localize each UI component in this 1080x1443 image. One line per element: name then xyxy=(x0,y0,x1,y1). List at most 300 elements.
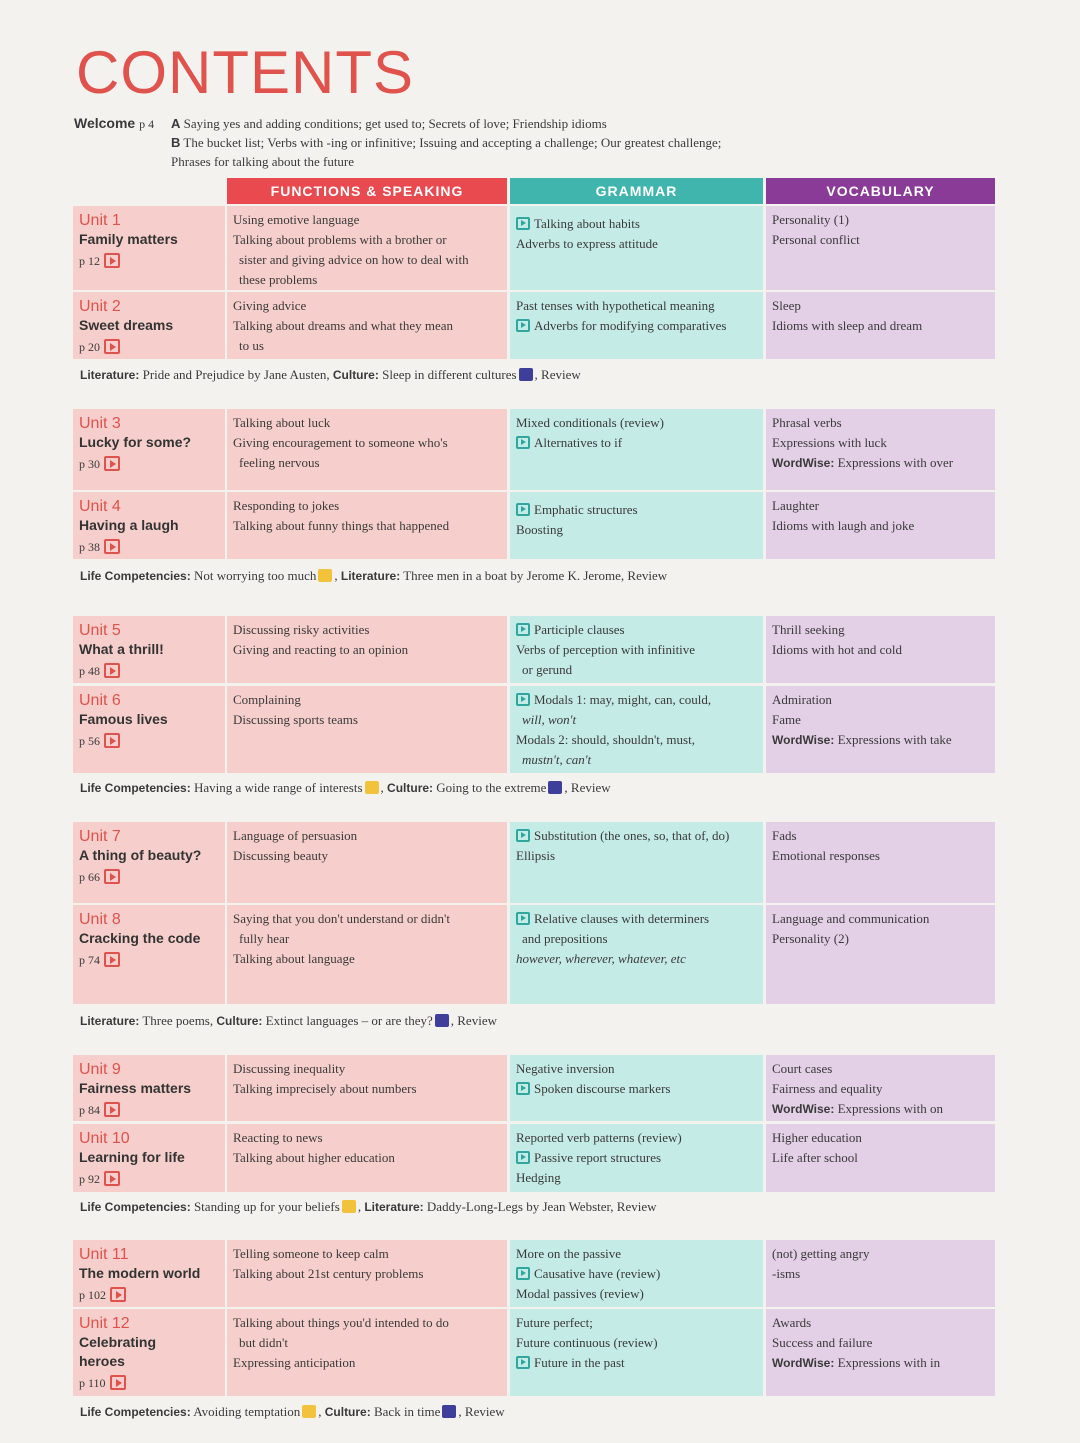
contents-title: CONTENTS xyxy=(76,39,414,106)
page-number: p 74 xyxy=(79,953,100,967)
video-icon[interactable] xyxy=(435,1014,449,1027)
grammar-cell xyxy=(510,292,763,359)
grammar-text: Emphatic structures xyxy=(534,502,638,517)
vocabulary-item: Idioms with sleep and dream xyxy=(772,318,923,333)
play-video-icon[interactable] xyxy=(104,539,120,554)
grammar-item xyxy=(516,296,757,316)
grammar-text: More on the passive xyxy=(516,1246,622,1261)
grammar-video-icon[interactable] xyxy=(516,217,530,230)
grammar-cell xyxy=(510,409,763,490)
grammar-text: Talking about habits xyxy=(534,216,640,231)
unit-title: The modern world xyxy=(79,1265,201,1281)
vocabulary-item: Higher education xyxy=(772,1130,862,1145)
unit-footer xyxy=(80,1012,497,1030)
grammar-text: Modals 2: should, shouldn't, must, xyxy=(516,732,695,747)
vocabulary-item: Emotional responses xyxy=(772,848,880,863)
unit-number: Unit 8 xyxy=(79,911,121,928)
grammar-video-icon[interactable] xyxy=(516,623,530,636)
grammar-item xyxy=(516,846,757,866)
unit-cell xyxy=(73,616,225,683)
grammar-video-icon[interactable] xyxy=(516,436,530,449)
grammar-item xyxy=(516,750,757,770)
vocabulary-item: Sleep xyxy=(772,298,801,313)
unit-title: Having a laugh xyxy=(79,517,179,533)
function-item: Talking imprecisely about numbers xyxy=(233,1081,417,1096)
grammar-text: Adverbs for modifying comparatives xyxy=(534,318,727,333)
function-item: to us xyxy=(239,338,264,353)
footer-text: Extinct languages – or are they? xyxy=(262,1013,433,1028)
grammar-item xyxy=(516,1079,757,1099)
grammar-item xyxy=(516,1353,757,1373)
page-number: p 110 xyxy=(79,1376,106,1390)
unit-title: Fairness matters xyxy=(79,1080,192,1096)
unit-number: Unit 4 xyxy=(79,498,121,515)
vocabulary-item: Phrasal verbs xyxy=(772,415,842,430)
vocabulary-cell xyxy=(766,206,995,290)
vocabulary-item: -isms xyxy=(772,1266,801,1281)
functions-cell xyxy=(227,492,507,559)
function-item: Talking about language xyxy=(233,951,355,966)
vocabulary-item: WordWise: Expressions with take xyxy=(772,732,952,747)
vocabulary-item: Life after school xyxy=(772,1150,858,1165)
unit-row xyxy=(73,1055,995,1121)
unit-row xyxy=(73,1240,995,1307)
functions-header: FUNCTIONS & SPEAKING xyxy=(227,178,507,204)
unit-number: Unit 10 xyxy=(79,1130,130,1147)
function-item: Discussing sports teams xyxy=(233,712,358,727)
grammar-text: Passive report structures xyxy=(534,1150,662,1165)
page-number: p 56 xyxy=(79,734,100,748)
vocabulary-item: Language and communication xyxy=(772,911,930,926)
grammar-item xyxy=(516,1148,757,1168)
grammar-text: Hedging xyxy=(516,1170,561,1185)
grammar-item xyxy=(516,1128,757,1148)
grammar-text: however, wherever, whatever, etc xyxy=(516,951,686,966)
grammar-video-icon[interactable] xyxy=(516,829,530,842)
grammar-item xyxy=(516,620,757,640)
vocabulary-cell xyxy=(766,1240,995,1307)
unit-page-link[interactable] xyxy=(79,338,219,356)
function-item: Giving encouragement to someone who's xyxy=(233,435,448,450)
grammar-cell xyxy=(510,492,763,559)
page-number: p 20 xyxy=(79,340,100,354)
grammar-item xyxy=(516,214,757,234)
grammar-cell xyxy=(510,1124,763,1192)
unit-row xyxy=(73,206,995,290)
grammar-video-icon[interactable] xyxy=(516,503,530,516)
unit-number: Unit 12 xyxy=(79,1315,130,1332)
grammar-item xyxy=(516,1244,757,1264)
footer-text: , xyxy=(318,1404,325,1419)
unit-row xyxy=(73,1309,995,1396)
vocabulary-item: Idioms with laugh and joke xyxy=(772,518,915,533)
grammar-text: Alternatives to if xyxy=(534,435,623,450)
unit-cell xyxy=(73,905,225,1004)
welcome-b-cont: Phrases for talking about the future xyxy=(171,154,355,169)
unit-number: Unit 2 xyxy=(79,298,121,315)
grammar-cell xyxy=(510,905,763,1004)
life-competency-icon[interactable] xyxy=(342,1200,356,1213)
play-video-icon[interactable] xyxy=(104,869,120,884)
grammar-text: and prepositions xyxy=(522,931,608,946)
function-item: Using emotive language xyxy=(233,212,360,227)
function-item: Talking about problems with a brother or xyxy=(233,232,447,247)
function-item: Reacting to news xyxy=(233,1130,323,1145)
grammar-video-icon[interactable] xyxy=(516,1356,530,1369)
unit-row xyxy=(73,822,995,903)
footer-text: Going to the extreme xyxy=(433,780,547,795)
vocabulary-item: Personality (2) xyxy=(772,931,849,946)
unit-title: Cracking the code xyxy=(79,930,201,946)
unit-cell xyxy=(73,1055,225,1121)
grammar-item xyxy=(516,500,757,520)
function-item: Discussing beauty xyxy=(233,848,328,863)
unit-cell xyxy=(73,822,225,903)
footer-label: Culture: xyxy=(324,1405,371,1419)
page-number: p 48 xyxy=(79,664,100,678)
unit-number: Unit 9 xyxy=(79,1061,121,1078)
function-item: but didn't xyxy=(239,1335,288,1350)
footer-text: , xyxy=(380,780,388,795)
unit-number: Unit 3 xyxy=(79,415,121,432)
vocabulary-item: Success and failure xyxy=(772,1335,873,1350)
grammar-text: Modals 1: may, might, can, could, xyxy=(534,692,712,707)
play-video-icon[interactable] xyxy=(104,733,120,748)
function-item: Responding to jokes xyxy=(233,498,340,513)
grammar-item xyxy=(516,1168,757,1188)
footer-label: Culture: xyxy=(332,368,379,382)
grammar-text: Future perfect; xyxy=(516,1315,593,1330)
footer-label: Culture: xyxy=(387,781,434,795)
grammar-item xyxy=(516,234,757,254)
footer-text: Pride and Prejudice by Jane Austen, xyxy=(139,367,333,382)
unit-cell xyxy=(73,409,225,490)
footer-text: , Review xyxy=(534,367,581,382)
unit-page-link[interactable] xyxy=(79,252,219,270)
unit-page-link[interactable] xyxy=(79,662,219,680)
grammar-video-icon[interactable] xyxy=(516,912,530,925)
vocabulary-cell xyxy=(766,409,995,490)
footer-label: Life Competencies: xyxy=(80,1405,191,1419)
unit-cell xyxy=(73,1124,225,1192)
functions-cell xyxy=(227,686,507,773)
vocabulary-item: (not) getting angry xyxy=(772,1246,870,1261)
unit-cell xyxy=(73,1240,225,1307)
unit-row xyxy=(73,492,995,559)
vocabulary-cell xyxy=(766,292,995,359)
play-video-icon[interactable] xyxy=(104,663,120,678)
function-item: Talking about funny things that happened xyxy=(233,518,450,533)
grammar-cell xyxy=(510,1240,763,1307)
grammar-text: Mixed conditionals (review) xyxy=(516,415,665,430)
vocabulary-header: VOCABULARY xyxy=(766,178,995,204)
footer-text: , Review xyxy=(458,1404,505,1419)
life-competency-icon[interactable] xyxy=(302,1405,316,1418)
grammar-text: Relative clauses with determiners xyxy=(534,911,710,926)
footer-text: , xyxy=(357,1199,365,1214)
function-item: Expressing anticipation xyxy=(233,1355,356,1370)
vocabulary-cell xyxy=(766,616,995,683)
unit-number: Unit 6 xyxy=(79,692,121,709)
footer-text: Not worrying too much xyxy=(190,568,317,583)
grammar-text: Past tenses with hypothetical meaning xyxy=(516,298,715,313)
play-video-icon[interactable] xyxy=(104,253,120,268)
grammar-cell xyxy=(510,616,763,683)
unit-title: Lucky for some? xyxy=(79,434,192,450)
page-number: p 102 xyxy=(79,1288,106,1302)
footer-label: Culture: xyxy=(216,1014,263,1028)
play-video-icon[interactable] xyxy=(110,1375,126,1390)
functions-cell xyxy=(227,905,507,1004)
grammar-text: Modal passives (review) xyxy=(516,1286,644,1301)
play-video-icon[interactable] xyxy=(110,1287,126,1302)
grammar-header: GRAMMAR xyxy=(510,178,763,204)
vocabulary-cell xyxy=(766,1055,995,1121)
grammar-cell xyxy=(510,686,763,773)
vocabulary-item: Personal conflict xyxy=(772,232,860,247)
grammar-item xyxy=(516,826,757,846)
play-video-icon[interactable] xyxy=(104,1171,120,1186)
vocabulary-cell xyxy=(766,905,995,1004)
grammar-item xyxy=(516,909,757,929)
grammar-item xyxy=(516,710,757,730)
grammar-item xyxy=(516,1264,757,1284)
functions-cell xyxy=(227,409,507,490)
functions-cell xyxy=(227,1240,507,1307)
unit-page-link[interactable] xyxy=(79,455,219,473)
grammar-text: Reported verb patterns (review) xyxy=(516,1130,682,1145)
footer-label: Literature: xyxy=(340,569,401,583)
vocabulary-item: Awards xyxy=(772,1315,812,1330)
function-item: sister and giving advice on how to deal with xyxy=(239,252,469,267)
grammar-cell xyxy=(510,1309,763,1396)
function-item: fully hear xyxy=(239,931,290,946)
unit-page-link[interactable] xyxy=(79,732,219,750)
welcome-label: Welcome p 4 xyxy=(74,115,155,131)
welcome-a: A Saying yes and adding conditions; get used to; Secrets of love; Friendship idioms xyxy=(171,116,607,131)
functions-cell xyxy=(227,292,507,359)
functions-cell xyxy=(227,1124,507,1192)
footer-text: Three poems, xyxy=(139,1013,217,1028)
grammar-text: Spoken discourse markers xyxy=(534,1081,671,1096)
grammar-item xyxy=(516,1333,757,1353)
unit-page-link[interactable] xyxy=(79,538,219,556)
vocabulary-cell xyxy=(766,822,995,903)
grammar-cell xyxy=(510,206,763,290)
grammar-text: Substitution (the ones, so, that of, do) xyxy=(534,828,730,843)
unit-number: Unit 11 xyxy=(79,1246,129,1263)
unit-page-link[interactable] xyxy=(79,1286,219,1304)
footer-text: Three men in a boat by Jerome K. Jerome, Review xyxy=(400,568,668,583)
functions-cell xyxy=(227,822,507,903)
vocabulary-cell xyxy=(766,1124,995,1192)
grammar-video-icon[interactable] xyxy=(516,693,530,706)
vocabulary-item: Idioms with hot and cold xyxy=(772,642,902,657)
function-item: Telling someone to keep calm xyxy=(233,1246,389,1261)
footer-text: , Review xyxy=(450,1013,497,1028)
life-competency-icon[interactable] xyxy=(318,569,332,582)
grammar-text: will, won't xyxy=(522,712,577,727)
unit-cell xyxy=(73,686,225,773)
footer-label: Literature: xyxy=(364,1200,424,1214)
unit-number: Unit 7 xyxy=(79,828,121,845)
welcome-b: B The bucket list; Verbs with -ing or infinitive; Issuing and accepting a challenge; Our greatest challenge; xyxy=(171,135,722,150)
grammar-video-icon[interactable] xyxy=(516,1082,530,1095)
function-item: Talking about luck xyxy=(233,415,331,430)
unit-cell xyxy=(73,1309,225,1396)
vocabulary-item: WordWise: Expressions with in xyxy=(772,1355,941,1370)
unit-row xyxy=(73,292,995,359)
unit-cell xyxy=(73,292,225,359)
footer-text: Daddy-Long-Legs by Jean Webster, Review xyxy=(423,1199,657,1214)
grammar-item xyxy=(516,1059,757,1079)
vocabulary-item: WordWise: Expressions with on xyxy=(772,1101,944,1116)
grammar-text: Causative have (review) xyxy=(534,1266,661,1281)
video-icon[interactable] xyxy=(548,781,562,794)
functions-cell xyxy=(227,206,507,290)
grammar-item xyxy=(516,730,757,750)
function-item: Talking about dreams and what they mean xyxy=(233,318,454,333)
page-number: p 12 xyxy=(79,254,100,268)
functions-cell xyxy=(227,616,507,683)
footer-label: Life Competencies: xyxy=(80,781,191,795)
footer-text: Avoiding temptation xyxy=(190,1404,301,1419)
unit-footer xyxy=(80,1403,505,1421)
page-number: p 30 xyxy=(79,457,100,471)
unit-cell xyxy=(73,492,225,559)
unit-footer xyxy=(80,1198,657,1216)
grammar-item xyxy=(516,660,757,680)
life-competency-icon[interactable] xyxy=(365,781,379,794)
video-icon[interactable] xyxy=(519,368,533,381)
footer-label: Literature: xyxy=(80,1014,140,1028)
unit-title: Learning for life xyxy=(79,1149,185,1165)
grammar-item xyxy=(516,929,757,949)
footer-label: Life Competencies: xyxy=(80,1200,191,1214)
function-item: Discussing inequality xyxy=(233,1061,346,1076)
grammar-item xyxy=(516,1284,757,1304)
vocabulary-cell xyxy=(766,492,995,559)
play-video-icon[interactable] xyxy=(104,456,120,471)
grammar-text: Adverbs to express attitude xyxy=(516,236,658,251)
footer-text: Back in time xyxy=(370,1404,441,1419)
unit-row xyxy=(73,905,995,1004)
unit-cell xyxy=(73,206,225,290)
page-number: p 92 xyxy=(79,1172,100,1186)
unit-title: A thing of beauty? xyxy=(79,847,202,863)
grammar-text: Ellipsis xyxy=(516,848,556,863)
vocabulary-item: Admiration xyxy=(772,692,832,707)
unit-page-link[interactable] xyxy=(79,1101,219,1119)
vocabulary-item: Court cases xyxy=(772,1061,833,1076)
vocabulary-item: Expressions with luck xyxy=(772,435,887,450)
unit-row xyxy=(73,686,995,773)
play-video-icon[interactable] xyxy=(104,952,120,967)
grammar-cell xyxy=(510,1055,763,1121)
function-item: Talking about 21st century problems xyxy=(233,1266,424,1281)
grammar-item xyxy=(516,640,757,660)
grammar-text: Future continuous (review) xyxy=(516,1335,658,1350)
function-item: Complaining xyxy=(233,692,301,707)
unit-title: Celebrating xyxy=(79,1334,157,1350)
video-icon[interactable] xyxy=(442,1405,456,1418)
grammar-video-icon[interactable] xyxy=(516,1267,530,1280)
grammar-cell xyxy=(510,822,763,903)
page-number: p 84 xyxy=(79,1103,100,1117)
grammar-item xyxy=(516,433,757,453)
function-item: Saying that you don't understand or didn't xyxy=(233,911,450,926)
vocabulary-item: Laughter xyxy=(772,498,819,513)
footer-label: Literature: xyxy=(80,368,140,382)
function-item: Discussing risky activities xyxy=(233,622,370,637)
grammar-item xyxy=(516,949,757,969)
grammar-item xyxy=(516,690,757,710)
grammar-text: Participle clauses xyxy=(534,622,625,637)
unit-title: heroes xyxy=(79,1353,125,1369)
vocabulary-item: Fame xyxy=(772,712,801,727)
unit-footer xyxy=(80,779,611,797)
unit-footer xyxy=(80,366,581,384)
function-item: feeling nervous xyxy=(239,455,320,470)
function-item: these problems xyxy=(239,272,318,287)
footer-text: Sleep in different cultures xyxy=(378,367,517,382)
unit-number: Unit 1 xyxy=(79,212,121,229)
page-number: p 66 xyxy=(79,870,100,884)
unit-title: Sweet dreams xyxy=(79,317,174,333)
functions-cell xyxy=(227,1055,507,1121)
grammar-text: mustn't, can't xyxy=(522,752,592,767)
grammar-video-icon[interactable] xyxy=(516,319,530,332)
play-video-icon[interactable] xyxy=(104,1102,120,1117)
vocabulary-item: Fads xyxy=(772,828,797,843)
unit-page-link[interactable] xyxy=(79,951,219,969)
vocabulary-item: Thrill seeking xyxy=(772,622,845,637)
vocabulary-cell xyxy=(766,1309,995,1396)
vocabulary-item: Fairness and equality xyxy=(772,1081,883,1096)
function-item: Giving advice xyxy=(233,298,307,313)
grammar-text: Verbs of perception with infinitive xyxy=(516,642,696,657)
grammar-item xyxy=(516,520,757,540)
function-item: Talking about higher education xyxy=(233,1150,395,1165)
grammar-text: or gerund xyxy=(522,662,573,677)
unit-row xyxy=(73,409,995,490)
unit-title: Family matters xyxy=(79,231,178,247)
unit-page-link[interactable] xyxy=(79,868,219,886)
function-item: Giving and reacting to an opinion xyxy=(233,642,409,657)
page-number: p 38 xyxy=(79,540,100,554)
footer-text: , Review xyxy=(564,780,611,795)
grammar-item xyxy=(516,413,757,433)
functions-cell xyxy=(227,1309,507,1396)
vocabulary-item: Personality (1) xyxy=(772,212,849,227)
unit-title: What a thrill! xyxy=(79,641,164,657)
function-item: Talking about things you'd intended to do xyxy=(233,1315,449,1330)
unit-row xyxy=(73,616,995,683)
grammar-text: Boosting xyxy=(516,522,563,537)
play-video-icon[interactable] xyxy=(104,339,120,354)
unit-page-link[interactable] xyxy=(79,1170,219,1188)
footer-text: , xyxy=(334,568,341,583)
unit-page-link[interactable] xyxy=(79,1374,219,1392)
grammar-text: Future in the past xyxy=(534,1355,625,1370)
grammar-item xyxy=(516,316,757,336)
unit-row xyxy=(73,1124,995,1192)
grammar-video-icon[interactable] xyxy=(516,1151,530,1164)
footer-text: Standing up for your beliefs xyxy=(190,1199,340,1214)
unit-title: Famous lives xyxy=(79,711,168,727)
grammar-text: Negative inversion xyxy=(516,1061,615,1076)
vocabulary-item: WordWise: Expressions with over xyxy=(772,455,954,470)
